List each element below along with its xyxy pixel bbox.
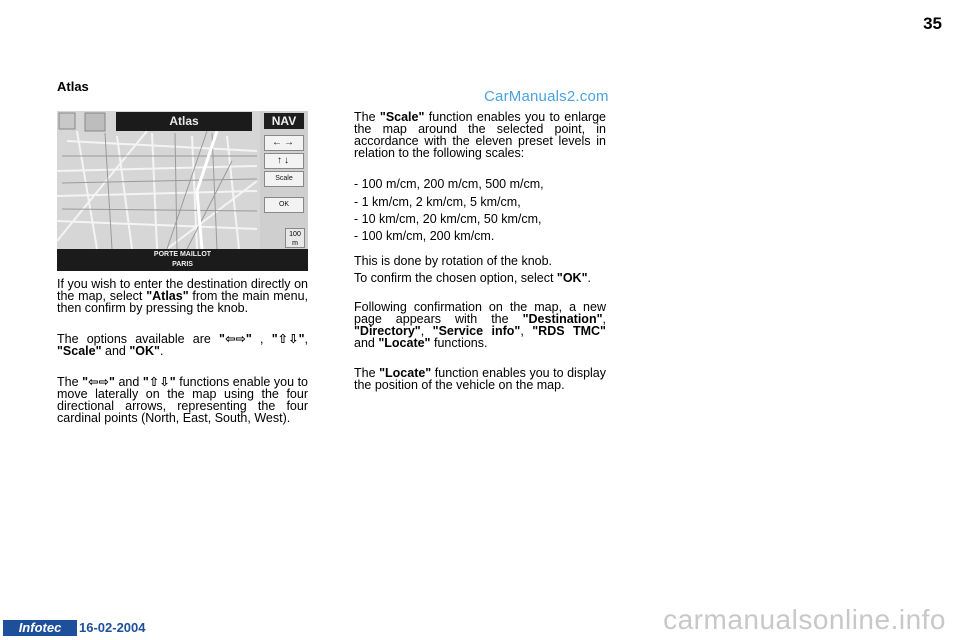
screen-vertical-arrows-button[interactable]: ↑↓ — [264, 153, 304, 169]
right-paragraph-4 — [354, 301, 606, 349]
right-paragraph-5 — [354, 367, 606, 391]
text: . — [587, 271, 591, 285]
text: Following confirmation on the map, a new page appears with the — [354, 300, 606, 326]
scale-unit: m — [292, 240, 298, 247]
scale-list-item: - 100 m/cm, 200 m/cm, 500 m/cm, — [354, 177, 544, 191]
text: , — [251, 332, 272, 346]
scale-value: 100 — [289, 231, 301, 238]
horizontal-arrows-term: "⇦⇨" — [82, 375, 115, 389]
scale-list-item: - 10 km/cm, 20 km/cm, 50 km/cm, — [354, 212, 542, 226]
left-paragraph-3 — [57, 376, 308, 424]
text: If you wish to enter the destination directly on the map, select — [57, 277, 308, 303]
footer-date: 16-02-2004 — [79, 620, 146, 635]
locate-term: "Locate" — [379, 366, 432, 380]
section-title: Atlas — [57, 79, 89, 94]
scale-list-item: - 100 km/cm, 200 km/cm. — [354, 229, 495, 243]
screen-location-footer — [57, 249, 308, 271]
left-paragraph-2 — [57, 333, 308, 357]
screen-scale-indicator — [285, 228, 305, 248]
screen-ok-button[interactable]: OK — [264, 197, 304, 213]
text: , — [602, 312, 606, 326]
horizontal-arrows-term: "⇦⇨" — [219, 332, 252, 346]
service-info-term: "Service info" — [432, 324, 521, 338]
location-line-1: PORTE MAILLOT — [153, 251, 212, 258]
text: and — [114, 375, 143, 389]
text: from the main menu, then confirm by pressing the knob. — [57, 289, 308, 315]
atlas-term: "Atlas" — [146, 289, 189, 303]
text: The — [354, 366, 380, 380]
text: function enables you to display the position of the vehicle on the map. — [354, 366, 607, 392]
text: The — [354, 110, 380, 124]
left-paragraph-1 — [57, 278, 308, 314]
scale-list-item: - 1 km/cm, 2 km/cm, 5 km/cm, — [354, 195, 521, 209]
vertical-arrows-term: "⇧⇩" — [142, 375, 176, 389]
text: functions. — [430, 336, 488, 350]
location-line-2: PARIS — [172, 261, 193, 268]
destination-term: "Destination" — [522, 312, 603, 326]
right-paragraph-1 — [354, 111, 606, 159]
directory-term: "Directory" — [354, 324, 421, 338]
vertical-arrows-term: "⇧⇩" — [271, 332, 305, 346]
text: , — [420, 324, 433, 338]
text: To confirm the chosen option, select — [354, 271, 557, 285]
page-number: 35 — [923, 14, 942, 33]
text: and — [354, 336, 379, 350]
infotec-logo: Infotec — [3, 620, 77, 636]
text: , — [520, 324, 533, 338]
text: , — [304, 332, 308, 346]
ok-term: "OK" — [129, 344, 160, 358]
scale-term: "Scale" — [57, 344, 102, 358]
watermark-top[interactable]: CarManuals2.com — [484, 88, 609, 105]
right-paragraph-2: This is done by rotation of the knob. — [354, 254, 553, 268]
scale-term: "Scale" — [379, 110, 425, 124]
text: . — [159, 344, 164, 358]
text: functions enable you to move laterally on the map using the four directional arrows, representing the four cardinal points (North, East, South, West). — [57, 375, 308, 425]
locate-term: "Locate" — [378, 336, 431, 350]
navigation-screen — [57, 111, 308, 271]
watermark-bottom[interactable]: carmanualsonline.info — [663, 604, 946, 635]
right-paragraph-3 — [354, 272, 606, 284]
ok-term: "OK" — [556, 271, 588, 285]
rds-tmc-term: "RDS TMC" — [532, 324, 606, 338]
text: The options available are — [57, 332, 220, 346]
screen-scale-button[interactable]: Scale — [264, 171, 304, 187]
text: The — [57, 375, 83, 389]
screen-nav-label: NAV — [264, 113, 304, 129]
screen-horizontal-arrows-button[interactable]: ←→ — [264, 135, 304, 151]
text: function enables you to enlarge the map around the selected point, in accordance with the eleven preset levels in relation to the following scales: — [354, 110, 606, 160]
text: and — [101, 344, 130, 358]
screen-title: Atlas — [116, 112, 252, 131]
